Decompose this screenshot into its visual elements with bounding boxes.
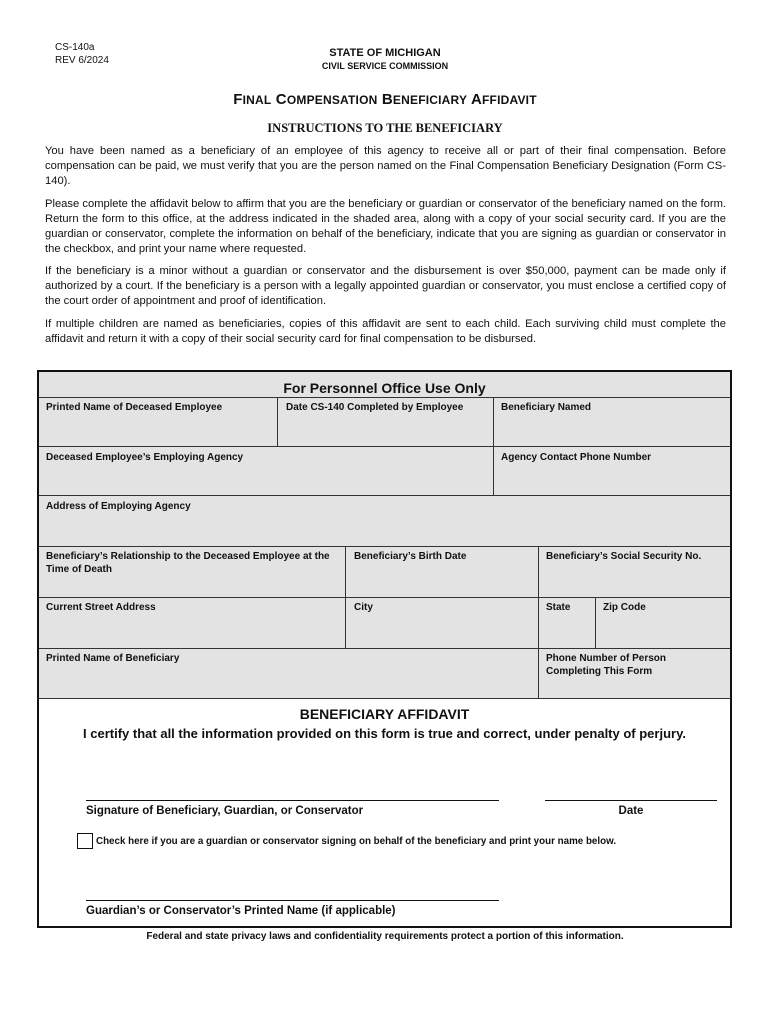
date-label: Date [618,805,644,817]
street-address-field[interactable]: Current Street Address [46,602,156,613]
instruction-paragraph-1: You have been named as a beneficiary of an employee of this agency to receive all or part of their final compensation. Before compensation can be paid, we must verify that you are the person named on the Final Compensation Beneficiary Designation (Form CS-140). [45,145,726,187]
office-use-title: For Personnel Office Use Only [283,380,486,396]
page-title: FINAL COMPENSATION BENEFICIARY AFFIDAVIT [233,91,537,108]
city-field[interactable]: City [354,602,373,613]
state-heading: STATE OF MICHIGAN [329,47,441,59]
instructions-heading: INSTRUCTIONS TO THE BENEFICIARY [267,121,503,135]
instruction-paragraph-3: If the beneficiary is a minor without a guardian or conservator and the disbursement is over $50,000, payment can be made only if authorized by a court. If the beneficiary is a person with a legally appointed guardian or conservator, you must enclose a certified copy of the court order of appointment and proof of identification. [45,265,726,307]
privacy-footer: Federal and state privacy laws and confidentiality requirements protect a portion of this information. [146,931,624,942]
employing-agency-field[interactable]: Deceased Employee’s Employing Agency [46,452,244,463]
deceased-name-field[interactable]: Printed Name of Deceased Employee [46,402,223,413]
ssn-field[interactable]: Beneficiary’s Social Security No. [546,551,702,562]
state-field[interactable]: State [546,602,571,613]
zip-code-field[interactable]: Zip Code [603,602,646,613]
affidavit-title: BENEFICIARY AFFIDAVIT [299,706,470,722]
date-completed-field[interactable]: Date CS-140 Completed by Employee [286,402,464,413]
guardian-checkbox-label: Check here if you are a guardian or conservator signing on behalf of the beneficiary and print your name below. [96,836,617,847]
date-line[interactable] [545,800,717,801]
agency-phone-field[interactable]: Agency Contact Phone Number [501,452,652,463]
guardian-name-line[interactable] [86,900,499,901]
guardian-checkbox[interactable] [77,833,93,849]
guardian-name-label: Guardian’s or Conservator’s Printed Name (if applicable) [86,905,396,917]
contact-phone-field[interactable]: Phone Number of Person Completing This Form [546,653,667,677]
birth-date-field[interactable]: Beneficiary’s Birth Date [354,551,467,562]
signature-line[interactable] [86,800,499,801]
beneficiary-named-field[interactable]: Beneficiary Named [501,402,592,413]
signature-label: Signature of Beneficiary, Guardian, or Conservator [86,805,364,817]
relationship-field[interactable]: Beneficiary’s Relationship to the Deceased Employee at the Time of Death [46,551,330,575]
instruction-paragraph-2: Please complete the affidavit below to affirm that you are the beneficiary or guardian or conservator of the beneficiary named on the form. Return the form to this office, at the address indicated in the shaded area, along with a copy of your social security card. If you are the guardian or conservator, complete the information on behalf of the beneficiary, indicate that you are signing as guardian or conservator in the checkbox, and print your name where requested. [45,198,726,255]
agency-address-field[interactable]: Address of Employing Agency [46,501,191,512]
form-number: CS-140a [55,42,95,53]
instruction-paragraph-4: If multiple children are named as beneficiaries, copies of this affidavit are sent to each child. Each surviving child must complete the affidavit and return it with a copy of their social security card for final compensation to be disbursed. [45,318,726,345]
beneficiary-name-field[interactable]: Printed Name of Beneficiary [46,653,180,664]
form-revision: REV 6/2024 [55,55,109,66]
certification-statement: I certify that all the information provided on this form is true and correct, under penalty of perjury. [83,726,686,741]
commission-heading: CIVIL SERVICE COMMISSION [321,61,449,71]
form-box [37,370,732,928]
